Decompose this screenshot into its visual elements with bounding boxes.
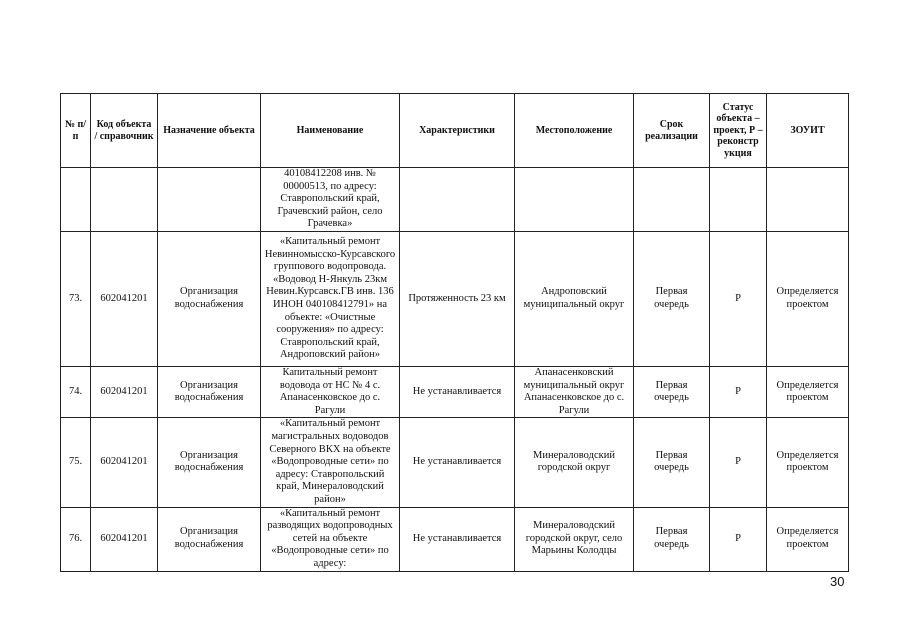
cell-num (61, 168, 91, 232)
cell-zouit: Определяется проектом (767, 418, 849, 507)
objects-table (60, 93, 849, 572)
cell-status: Р (710, 507, 767, 571)
cell-zouit (767, 168, 849, 232)
cell-location: Минераловодский городской округ, село Марьины Колодцы (515, 507, 634, 571)
cell-code: 602041201 (91, 418, 158, 507)
cell-status: Р (710, 418, 767, 507)
cell-characteristics: Не устанавливается (400, 507, 515, 571)
header-characteristics: Характеристики (400, 94, 515, 168)
header-code: Код объекта / справочник (91, 94, 158, 168)
cell-purpose: Организация водоснабжения (158, 366, 261, 417)
cell-zouit: Определяется проектом (767, 366, 849, 417)
table-row (61, 231, 849, 366)
header-location: Местоположение (515, 94, 634, 168)
header-zouit: ЗОУИТ (767, 94, 849, 168)
table-row (61, 366, 849, 417)
header-num: № п/п (61, 94, 91, 168)
cell-term: Первая очередь (634, 366, 710, 417)
cell-status: Р (710, 366, 767, 417)
header-term: Срок реализации (634, 94, 710, 168)
cell-name: 40108412208 инв. № 00000513, по адресу: Ставропольский край, Грачевский район, село Грачевка» (261, 168, 400, 232)
cell-code: 602041201 (91, 507, 158, 571)
cell-num: 75. (61, 418, 91, 507)
cell-name: «Капитальный ремонт Невинномысско-Курсавского группового водопровода. «Водовод Н-Янкуль 23км Невин.Курсавск.ГВ инв. 136 ИНОН 040108412791» на объекте: «Очистные сооружения» по адресу: Ставропольский край, Андроповский район» (261, 231, 400, 366)
cell-num: 73. (61, 231, 91, 366)
cell-characteristics: Не устанавливается (400, 366, 515, 417)
cell-name: Капитальный ремонт водовода от НС № 4 с. Апанасенковское до с. Рагули (261, 366, 400, 417)
cell-term: Первая очередь (634, 418, 710, 507)
table-header-row (61, 94, 849, 168)
table-row (61, 418, 849, 507)
cell-location: Апанасенковский муниципальный округ Апанасенковское до с. Рагули (515, 366, 634, 417)
cell-term: Первая очередь (634, 231, 710, 366)
cell-characteristics: Протяженность 23 км (400, 231, 515, 366)
cell-location: Андроповский муниципальный округ (515, 231, 634, 366)
header-purpose: Назначение объекта (158, 94, 261, 168)
cell-zouit: Определяется проектом (767, 231, 849, 366)
cell-purpose: Организация водоснабжения (158, 231, 261, 366)
cell-characteristics (400, 168, 515, 232)
cell-num: 76. (61, 507, 91, 571)
cell-status: Р (710, 231, 767, 366)
cell-status (710, 168, 767, 232)
cell-term (634, 168, 710, 232)
cell-code: 602041201 (91, 366, 158, 417)
cell-code: 602041201 (91, 231, 158, 366)
cell-purpose: Организация водоснабжения (158, 418, 261, 507)
cell-term: Первая очередь (634, 507, 710, 571)
cell-zouit: Определяется проектом (767, 507, 849, 571)
cell-location (515, 168, 634, 232)
cell-name: «Капитальный ремонт разводящих водопроводных сетей на объекте «Водопроводные сети» по адресу: (261, 507, 400, 571)
page-number: 30 (830, 574, 845, 589)
table-row (61, 168, 849, 232)
cell-purpose: Организация водоснабжения (158, 507, 261, 571)
cell-name: «Капитальный ремонт магистральных водоводов Северного ВКХ на объекте «Водопроводные сети» по адресу: Ставропольский край, Минераловодский район» (261, 418, 400, 507)
cell-num: 74. (61, 366, 91, 417)
table-row (61, 507, 849, 571)
cell-purpose (158, 168, 261, 232)
header-status: Статус объекта – проект, Р – реконстр укция (710, 94, 767, 168)
cell-code (91, 168, 158, 232)
cell-location: Минераловодский городской округ (515, 418, 634, 507)
header-name: Наименование (261, 94, 400, 168)
cell-characteristics: Не устанавливается (400, 418, 515, 507)
